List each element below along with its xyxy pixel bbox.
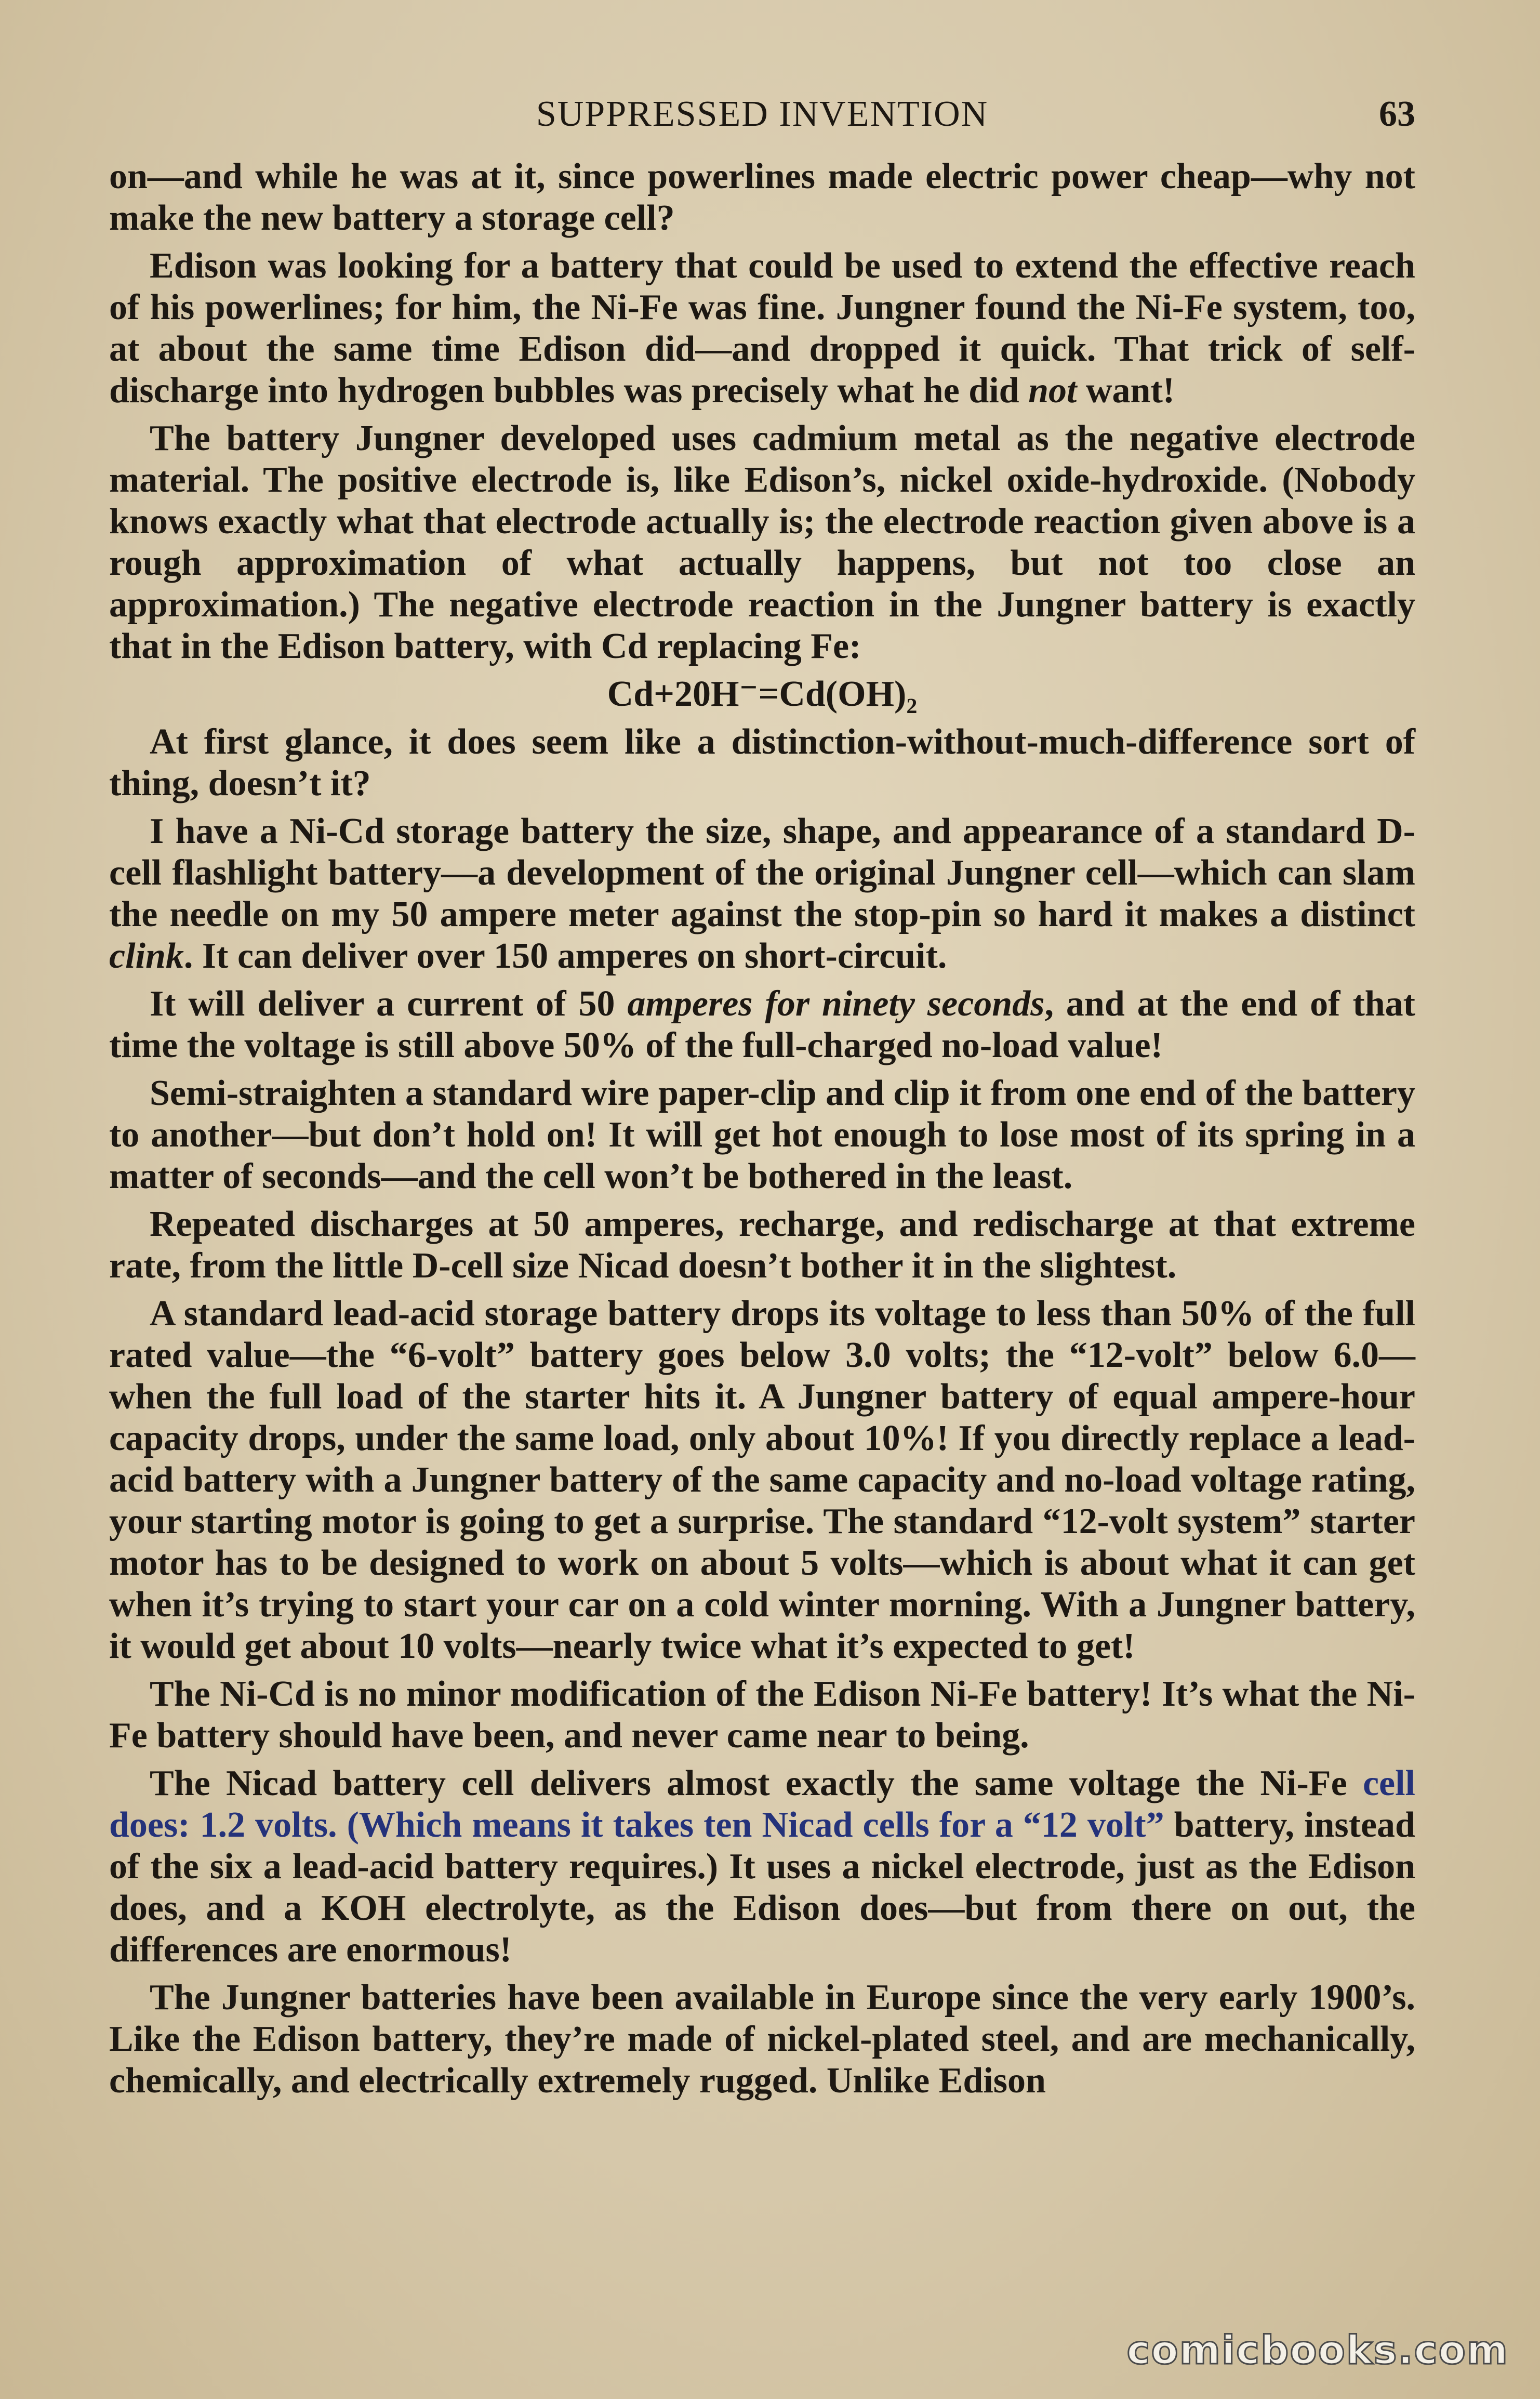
body-text — [109, 156, 1415, 2108]
paragraph: At first glance, it does seem like a distinction-without-much-difference sort of thing, doesn’t it? — [109, 722, 1415, 803]
paragraph: It will deliver a current of 50 amperes for ninety seconds, and at the end of that time the voltage is still above 50% of the full-charged no-load value! — [109, 984, 1415, 1065]
paragraph: Repeated discharges at 50 amperes, recharge, and redischarge at that extreme rate, from the little D-cell size Nicad doesn’t bother it in the slightest. — [109, 1204, 1415, 1286]
paragraph: The battery Jungner developed uses cadmium metal as the negative electrode material. The positive electrode is, like Edison’s, nickel oxide-hydroxide. (Nobody knows exactly what that electrode actually is; the electrode reaction given above is a rough approximation of what actually happens, but not too close an approximation.) The negative electrode reaction in the Jungner battery is exactly that in the Edison battery, with Cd replacing Fe: — [109, 418, 1415, 666]
watermark-logo: comicbooks.com — [1126, 2327, 1509, 2373]
running-title: SUPPRESSED INVENTION — [536, 94, 989, 134]
paragraph: on—and while he was at it, since powerlines made electric power cheap—why not make the new battery a storage cell? — [109, 156, 1415, 238]
equation: Cd+20H⁻=Cd(OH)₂ — [607, 674, 918, 714]
paragraph: The Nicad battery cell delivers almost exactly the same voltage the Ni-Fe cell does: 1.2 volts. (Which means it takes ten Nicad cells for a “12 volt” battery, instead of the six a lead-acid battery requires.) It uses a nickel electrode, just as the Edison does, and a KOH electrolyte, as the Edison does—but from there on out, the differences are enormous! — [109, 1763, 1415, 1970]
paragraph: Edison was looking for a battery that could be used to extend the effective reach of his powerlines; for him, the Ni-Fe was fine. Jungner found the Ni-Fe system, too, at about the same time Edison did—and dropped it quick. That trick of self-discharge into hydrogen bubbles was precisely what he did not want! — [109, 246, 1415, 411]
paragraph: The Ni-Cd is no minor modification of the Edison Ni-Fe battery! It’s what the Ni-Fe battery should have been, and never came near to being. — [109, 1674, 1415, 1756]
paragraph: The Jungner batteries have been available in Europe since the very early 1900’s. Like the Edison battery, they’re made of nickel-plated steel, and are mechanically, chemically, and electrically extremely rugged. Unlike Edison — [109, 1978, 1415, 2101]
running-head — [109, 94, 1415, 146]
paragraph: A standard lead-acid storage battery drops its voltage to less than 50% of the full rated value—the “6-volt” battery goes below 3.0 volts; the “12-volt” below 6.0—when the full load of the starter hits it. A Jungner battery of equal ampere-hour capacity drops, under the same load, only about 10%! If you directly replace a lead-acid battery with a Jungner battery of the same capacity and no-load voltage rating, your starting motor is going to get a surprise. The standard “12-volt system” starter motor has to be designed to work on about 5 volts—which is about what it can get when it’s trying to start your car on a cold winter morning. With a Jungner battery, it would get about 10 volts—nearly twice what it’s expected to get! — [109, 1294, 1415, 1666]
paragraph: I have a Ni-Cd storage battery the size, shape, and appearance of a standard D-cell flashlight battery—a development of the original Jungner cell—which can slam the needle on my 50 ampere meter against the stop-pin so hard it makes a distinct clink. It can deliver over 150 amperes on short-circuit. — [109, 811, 1415, 976]
page-number: 63 — [1379, 94, 1415, 134]
paragraph: Semi-straighten a standard wire paper-clip and clip it from one end of the battery to another—but don’t hold on! It will get hot enough to lose most of its spring in a matter of seconds—and the cell won’t be bothered in the least. — [109, 1073, 1415, 1196]
